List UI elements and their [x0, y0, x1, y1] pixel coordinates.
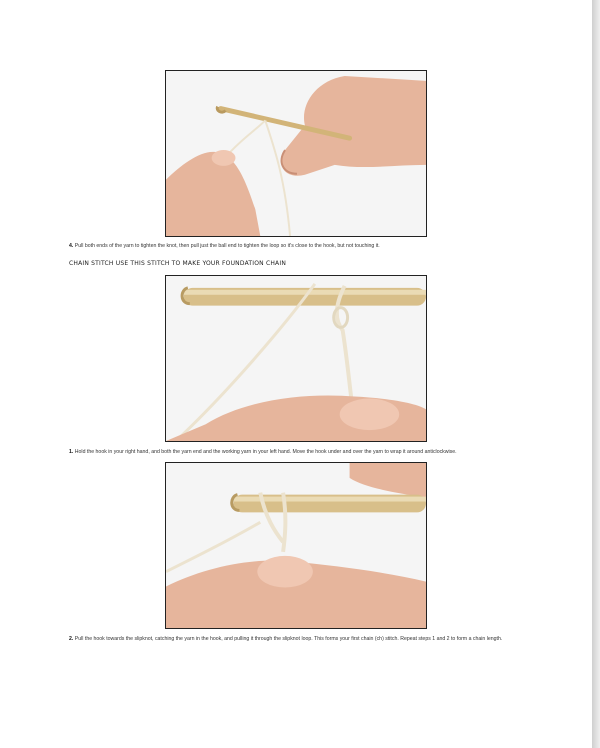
step-number: 2.	[69, 636, 74, 642]
photo-pull-through-loop	[165, 462, 427, 629]
step-number: 4.	[69, 243, 74, 249]
step-2-caption	[69, 636, 519, 644]
step-text: Hold the hook in your right hand, and both the yarn end and the working yarn in your left hand. Move the hook under and over the yarn to wrap it around anticlockwise.	[74, 449, 457, 455]
photo-tighten-slipknot	[165, 70, 427, 237]
step-number: 1.	[69, 449, 74, 455]
page-edge-shadow	[592, 0, 600, 748]
step-text: Pull the hook towards the slipknot, catching the yarn in the hook, and pulling it through the slipknot loop. This forms your first chain (ch) stitch. Repeat steps 1 and 2 to form a chain length.	[74, 636, 503, 642]
step-1-caption	[69, 449, 519, 457]
step-4-caption	[69, 243, 519, 251]
photo-wrap-yarn	[165, 275, 427, 442]
section-heading: CHAIN STITCH USE THIS STITCH TO MAKE YOUR FOUNDATION CHAIN	[69, 260, 287, 267]
step-text: Pull both ends of the yarn to tighten the knot, then pull just the ball end to tighten the loop so it's close to the hook, but not touching it.	[74, 243, 380, 249]
